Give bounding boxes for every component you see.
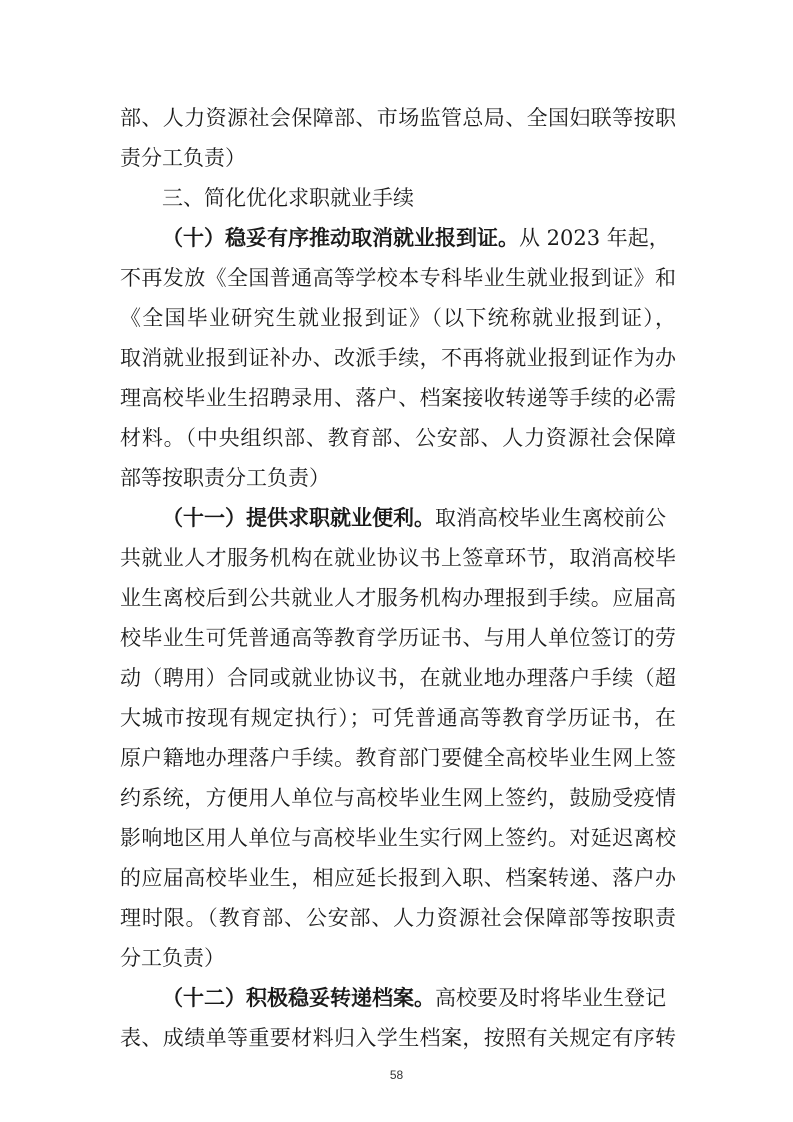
body-line: 原户籍地办理落户手续。教育部门要健全高校毕业生网上签 [120, 746, 676, 770]
paragraph-first-line [162, 504, 676, 532]
paragraph-first-line [162, 224, 676, 252]
section-heading: 三、简化优化求职就业手续 [162, 186, 414, 210]
page-number: 58 [389, 1068, 404, 1082]
body-line: 动（聘用）合同或就业协议书，在就业地办理落户手续（超 [120, 666, 676, 690]
body-line: 部、人力资源社会保障部、市场监管总局、全国妇联等按职 [120, 106, 676, 130]
body-line: 业生离校后到公共就业人才服务机构办理报到手续。应届高 [120, 586, 676, 610]
body-line: 分工负责） [120, 946, 225, 970]
body-text: 高校要及时将毕业生登记 [435, 986, 666, 1010]
body-line: 《全国毕业研究生就业报到证》（以下统称就业报到证）， [120, 306, 676, 330]
body-line: 材料。（中央组织部、教育部、公安部、人力资源社会保障 [120, 426, 676, 450]
body-line: 不再发放《全国普通高等学校本专科毕业生就业报到证》和 [120, 266, 676, 290]
body-text: 取消高校毕业生离校前公 [435, 506, 666, 530]
body-line: 理时限。（教育部、公安部、人力资源社会保障部等按职责 [120, 906, 676, 930]
subsection-heading: （十一）提供求职就业便利。 [162, 506, 435, 530]
body-line: 表、成绩单等重要材料归入学生档案，按照有关规定有序转 [120, 1026, 676, 1050]
body-line: 的应届高校毕业生，相应延长报到入职、档案转递、落户办 [120, 866, 676, 890]
paragraph-first-line [162, 984, 676, 1012]
body-line: 共就业人才服务机构在就业协议书上签章环节，取消高校毕 [120, 546, 676, 570]
subsection-heading: （十二）积极稳妥转递档案。 [162, 986, 435, 1010]
body-line: 约系统，方便用人单位与高校毕业生网上签约，鼓励受疫情 [120, 786, 676, 810]
body-line: 理高校毕业生招聘录用、落户、档案接收转递等手续的必需 [120, 386, 676, 410]
body-line: 取消就业报到证补办、改派手续，不再将就业报到证作为办 [120, 346, 676, 370]
body-line: 影响地区用人单位与高校毕业生实行网上签约。对延迟离校 [120, 826, 676, 850]
body-line: 校毕业生可凭普通高等教育学历证书、与用人单位签订的劳 [120, 626, 676, 650]
body-line: 部等按职责分工负责） [120, 466, 330, 490]
body-line: 大城市按现有规定执行）；可凭普通高等教育学历证书，在 [120, 706, 676, 730]
body-line: 责分工负责） [120, 146, 246, 170]
subsection-heading: （十）稳妥有序推动取消就业报到证。 [162, 226, 519, 250]
body-text: 从 2023 年起， [519, 226, 670, 250]
